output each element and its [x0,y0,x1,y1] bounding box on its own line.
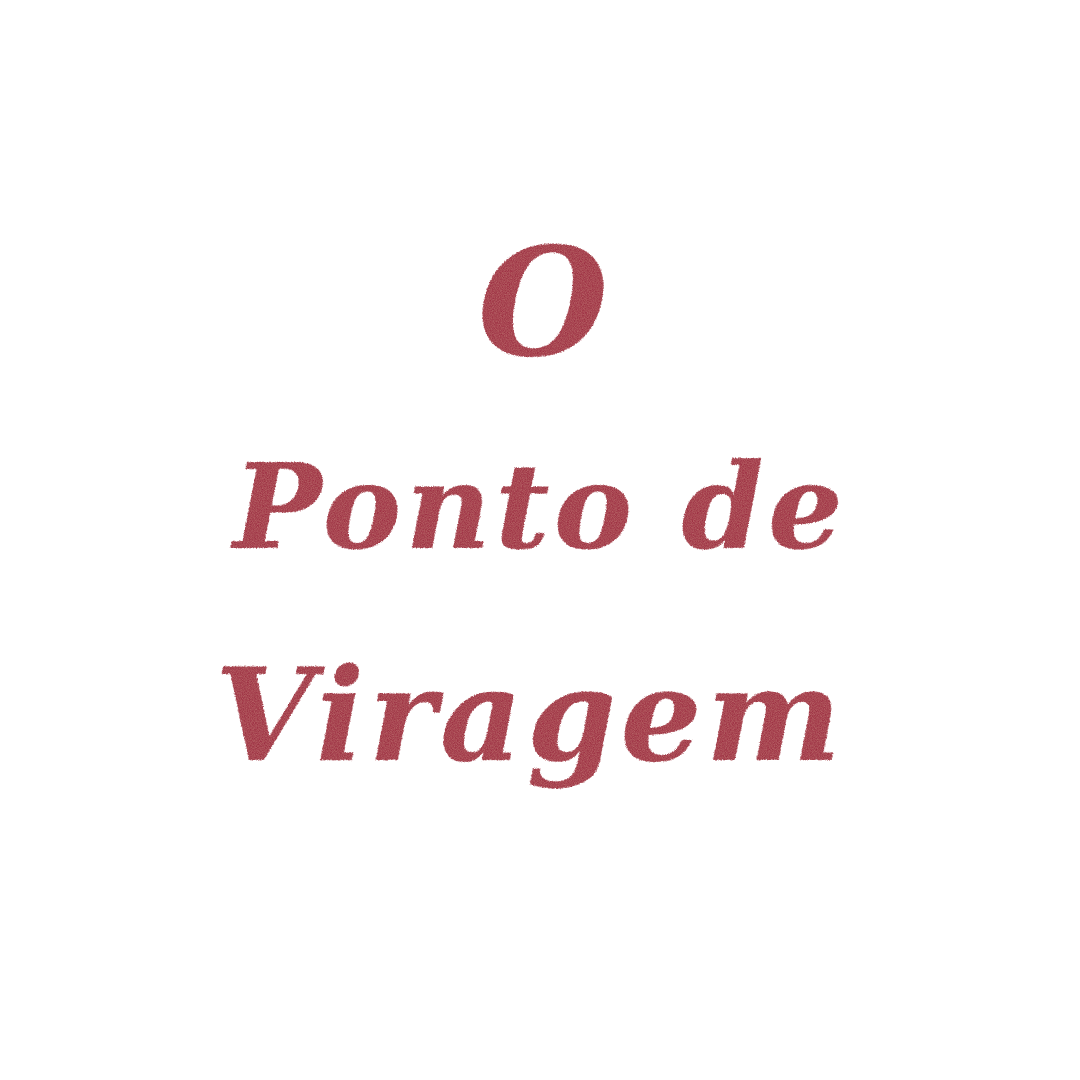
title-line-o: O [477,215,613,391]
title-line-viragem: Viragem [214,641,846,791]
title-line-ponto-de: Ponto de [233,437,847,576]
